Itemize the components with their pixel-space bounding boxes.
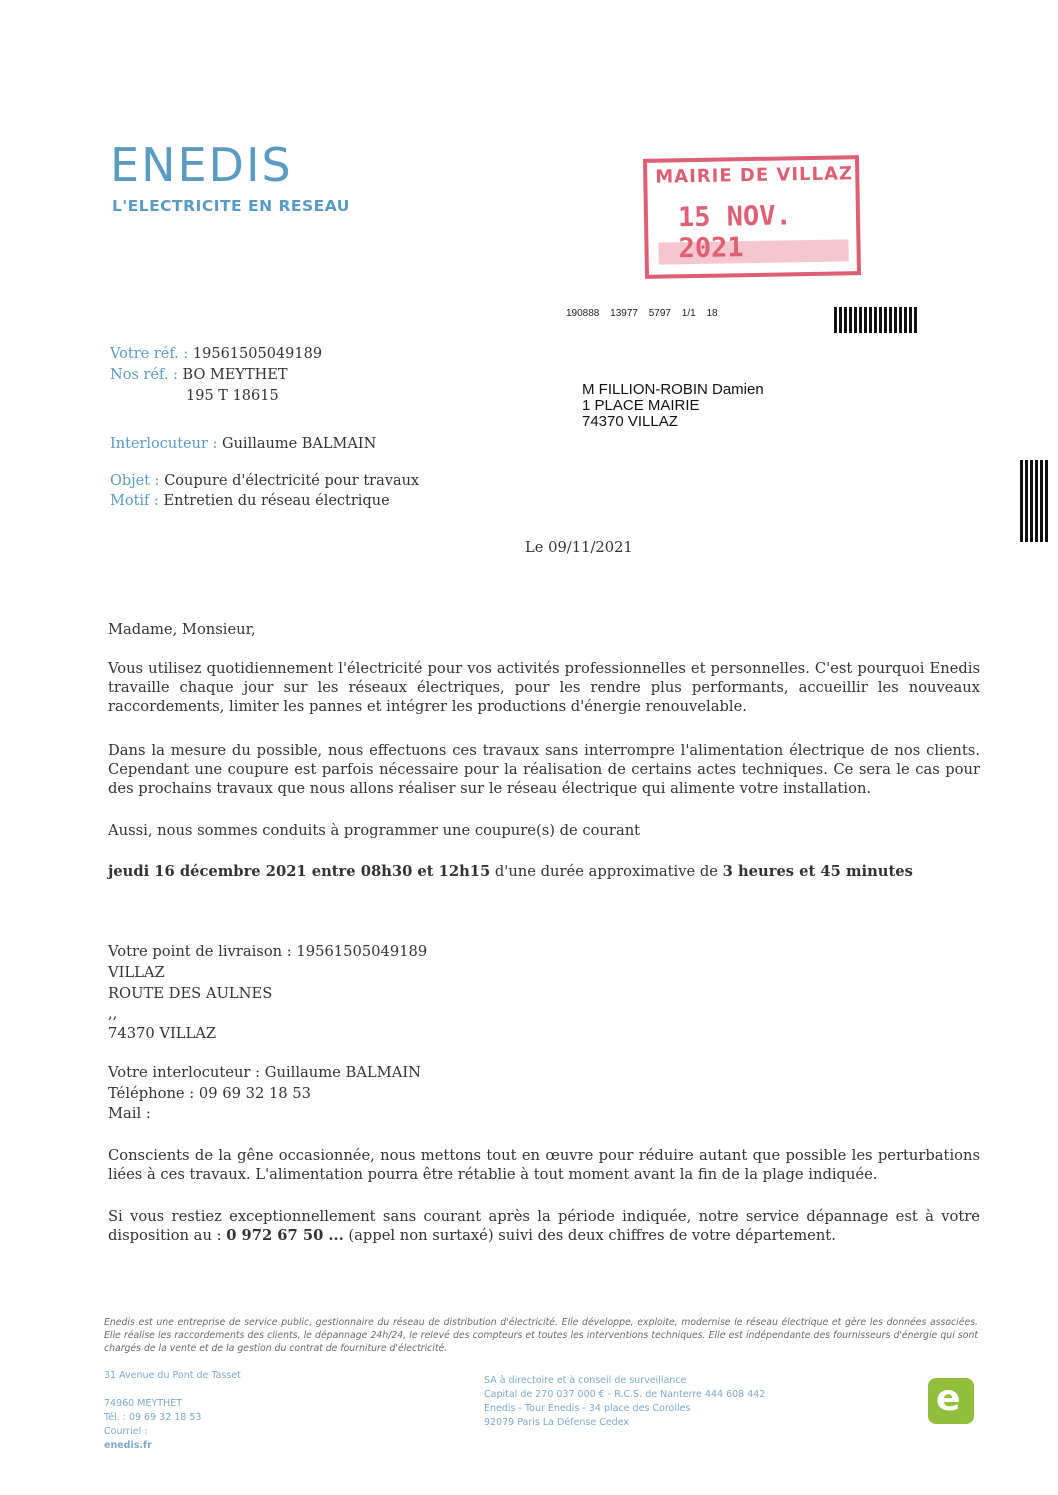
logo-tagline: L'ELECTRICITE EN RESEAU <box>112 197 350 215</box>
recipient-street: 1 PLACE MAIRIE <box>582 397 700 414</box>
badge-glyph: e <box>936 1378 961 1419</box>
nos-ref <box>110 367 288 383</box>
paragraph-2: Dans la mesure du possible, nous effectuons ces travaux sans interrompre l'alimentation électrique de nos clients. Cependant une coupure est parfois nécessaire pour la réalisation de certains actes techniques. Ce sera le cas pour des prochains travaux que nous allons réaliser sur le réseau électrique qui alimente votre installation. <box>108 742 980 797</box>
recipient-name: M FILLION-ROBIN Damien <box>582 381 764 398</box>
interlocuteur-label: Interlocuteur : <box>110 436 218 452</box>
motif-value: Entretien du réseau électrique <box>163 493 390 509</box>
company-form: SA à directoire et à conseil de surveillance <box>484 1375 687 1386</box>
contact-name: Votre interlocuteur : Guillaume BALMAIN <box>108 1064 421 1081</box>
enedis-logo: ENEDIS <box>110 138 293 192</box>
outage-date: jeudi 16 décembre 2021 entre 08h30 et 12h15 <box>108 863 491 880</box>
stamp-mairie-text: MAIRIE DE VILLAZ <box>655 163 854 188</box>
stamp-date: 15 NOV. 2021 <box>677 200 793 265</box>
contact-phone: Téléphone : 09 69 32 18 53 <box>108 1085 311 1102</box>
paragraph-1: Vous utilisez quotidiennement l'électricité pour vos activités professionnelles et personnelles. C'est pourquoi Enedis travaille chaque jour sur les réseaux électriques, pour les rendre plus performants, accueillir les nouveaux raccordements, limiter les pannes et intégrer les productions d'énergie renouvelable. <box>108 660 980 715</box>
delivery-blank: ,, <box>108 1005 118 1022</box>
p5-start: Si vous restiez exceptionnellement sans courant après la période indiquée, notre service dépannage est à votre disposition au : <box>108 1208 980 1244</box>
outage-line <box>108 862 913 881</box>
legal-notice: Enedis est une entreprise de service public, gestionnaire du réseau de distribution d'électricité. Elle développe, exploite, modernise le réseau électrique et gère les données associées. Elle réalise les raccordements des clients, le dépannage 24h/24, le relevé des compteurs et toutes les interventions techniques. Elle est indépendante des fournisseurs d'énergie qui sont chargés de la vente et de la gestion du contrat de fourniture d'électricité. <box>104 1317 978 1354</box>
nos-ref-label: Nos réf. : <box>110 367 178 383</box>
interlocuteur-value: Guillaume BALMAIN <box>222 436 377 452</box>
nos-ref-value: BO MEYTHET <box>182 367 288 383</box>
footer-phone: Tél. : 09 69 32 18 53 <box>104 1412 202 1423</box>
outage-duration: 3 heures et 45 minutes <box>722 863 913 880</box>
delivery-town: VILLAZ <box>108 964 165 981</box>
contact-mail: Mail : <box>108 1105 151 1122</box>
votre-ref-value: 19561505049189 <box>192 346 323 362</box>
outage-mid: d'une durée approximative de <box>490 863 723 880</box>
side-barcode <box>1020 460 1048 542</box>
company-hq: Enedis - Tour Enedis - 34 place des Corolles <box>484 1403 691 1414</box>
nos-ref-code: 195 T 18615 <box>186 388 279 404</box>
stamp-smudge <box>658 239 848 264</box>
delivery-street: ROUTE DES AULNES <box>108 985 273 1002</box>
paragraph-3: Aussi, nous sommes conduits à programmer une coupure(s) de courant <box>108 822 641 839</box>
tracking-number: 190888 13977 5797 1/1 18 <box>566 308 718 319</box>
letter-date: Le 09/11/2021 <box>525 539 633 556</box>
votre-ref <box>110 346 322 362</box>
footer-address-1: 31 Avenue du Pont de Tasset <box>104 1370 241 1381</box>
p5-end: (appel non surtaxé) suivi des deux chiffres de votre département. <box>343 1227 836 1244</box>
votre-ref-label: Votre réf. : <box>110 346 189 362</box>
objet-value: Coupure d'électricité pour travaux <box>164 473 420 489</box>
delivery-city: 74370 VILLAZ <box>108 1025 217 1042</box>
salutation: Madame, Monsieur, <box>108 621 256 638</box>
interlocuteur <box>110 436 376 452</box>
footer-website[interactable]: enedis.fr <box>104 1440 152 1451</box>
mairie-stamp <box>643 155 861 279</box>
company-city: 92079 Paris La Défense Cedex <box>484 1417 630 1428</box>
objet-label: Objet : <box>110 473 160 489</box>
paragraph-4: Conscients de la gêne occasionnée, nous mettons tout en œuvre pour réduire autant que possible les perturbations liées à ces travaux. L'alimentation pourra être rétablie à tout moment avant la fin de la plage indiquée. <box>108 1147 980 1183</box>
p5-phone: 0 972 67 50 ... <box>226 1227 344 1244</box>
delivery-point: Votre point de livraison : 19561505049189 <box>108 943 428 960</box>
datamatrix-code <box>834 307 919 333</box>
company-capital: Capital de 270 037 000 € - R.C.S. de Nanterre 444 608 442 <box>484 1389 766 1400</box>
motif-label: Motif : <box>110 493 159 509</box>
paragraph-5 <box>108 1207 980 1245</box>
footer-address-2: 74960 MEYTHET <box>104 1398 182 1409</box>
objet <box>110 473 419 489</box>
footer-email: Courriel : <box>104 1426 148 1437</box>
enedis-badge-logo <box>928 1378 974 1424</box>
motif <box>110 493 390 509</box>
recipient-city: 74370 VILLAZ <box>582 413 678 430</box>
